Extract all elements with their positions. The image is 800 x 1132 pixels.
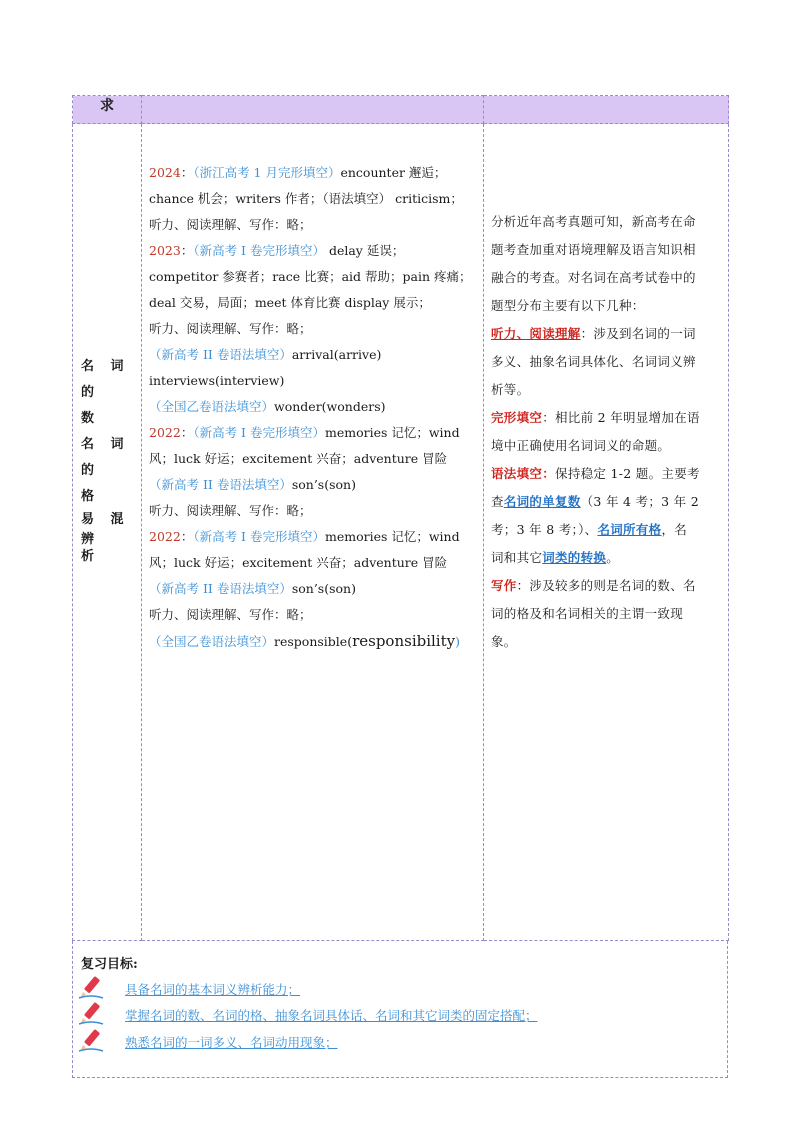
analysis-line: 分析近年高考真题可知，新高考在命 [491,214,696,229]
analysis-text: 词和其它 [491,550,543,565]
analysis-line [491,320,720,348]
analysis-text: （3 年 4 考；3 年 2 [580,494,700,509]
exam-text: chance 机会；writers 作者； [149,191,323,206]
year-label: 2022 [149,529,181,544]
separator: ： [180,165,194,180]
exam-text: arrival(arrive) [291,347,382,362]
exam-text: ) [455,634,460,649]
analysis-line: 多义、抽象名词具体化、名词词义辨 [491,354,696,369]
review-goals-box [72,941,728,1078]
exam-line: competitor 参赛者；race 比赛；aid 帮助；pain 疼痛； [149,269,472,284]
exam-source: （全国乙卷语法填空） [149,399,275,414]
exam-line [149,342,477,368]
exam-text: delay 延误； [328,243,405,258]
section-label: 完形填空 [491,410,543,425]
analysis-line: 题型分布主要有以下几种： [491,298,645,313]
exam-questions-cell [142,124,484,941]
exam-source: （新高考 I 卷完形填空） [193,425,325,440]
separator: ： [180,243,194,258]
exam-line [149,394,477,420]
analysis-text: ，名 [661,522,688,537]
analysis-text: 保持稳定 1-2 题。主要考 [555,466,700,481]
analysis-line: 境中正确使用名词词义的命题。 [491,438,671,453]
exam-text: son’s(son) [291,477,356,492]
pencil-icon [77,1027,105,1053]
header-cell-3 [484,96,729,124]
analysis-line: 题考查加重对语境理解及语言知识相 [491,242,696,257]
exam-text: criticism； [395,191,463,206]
exam-line: 风；luck 好运；excitement 兴奋；adventure 冒险 [149,451,448,466]
exam-line: 风；luck 好运；excitement 兴奋；adventure 冒险 [149,555,448,570]
analysis-line [491,404,720,432]
exam-line: 听力、阅读理解、写作：略； [149,503,312,518]
goal-item [77,1000,717,1026]
analysis-line [491,488,720,516]
exam-line [149,628,477,655]
category-line: 名 词 的 [81,359,130,400]
analysis-line [491,460,720,488]
analysis-line: 词的格及和名词相关的主谓一致现 [491,606,684,621]
table-body-row [73,124,729,941]
header-cell-2 [142,96,484,124]
exam-source: （语法填空） [322,191,392,206]
exam-source: （全国乙卷语法填空） [149,634,275,649]
exam-source: （浙江高考 1 月完形填空） [193,165,341,180]
goal-link[interactable]: 掌握名词的数、名词的格、抽象名词具体话、名词和其它词类的固定搭配； [125,1008,538,1023]
review-title: 复习目标: [81,957,138,972]
year-label: 2023 [149,243,181,258]
analysis-line [491,516,720,544]
exam-line: interviews(interview) [149,373,285,388]
analysis-text: ：涉及较多的则是名词的数、名 [516,578,696,593]
pencil-icon [77,1000,105,1026]
separator: ： [180,529,194,544]
exam-text: responsible( [274,634,353,649]
analysis-line: 融合的考查。对名词在高考试卷中的 [491,270,696,285]
exam-text: memories 记忆；wind [324,529,460,544]
analysis-line: 象。 [491,634,517,649]
exam-text: wonder(wonders) [274,399,386,414]
analysis-text: 考；3 年 8 考；）、 [491,522,598,537]
section-label: 听力、阅读理解 [491,326,581,341]
exam-line [149,576,477,602]
exam-line [149,186,477,212]
highlight-term: 名词的单复数 [503,494,581,509]
category-line: 格 [81,489,101,504]
goal-link[interactable]: 具备名词的基本词义辨析能力； [125,982,301,997]
goal-item [77,974,717,1000]
category-cell [73,124,142,941]
highlight-term: 词类的转换 [542,550,607,565]
goal-link[interactable]: 熟悉名词的一词多义、名词动用现象； [125,1035,338,1050]
page-sheet [72,95,728,1078]
exam-text: son’s(son) [291,581,356,596]
category-line: 析 [81,549,101,564]
exam-source: （新高考 I 卷完形填空） [193,243,325,258]
section-label: 写作 [491,578,517,593]
analysis-text: ：相比前 2 年明显增加在语 [542,410,700,425]
year-label: 2022 [149,425,181,440]
exam-line: 听力、阅读理解、写作：略； [149,321,312,336]
analysis-table [72,95,729,941]
header-cell-1: 求 [73,96,142,124]
analysis-line [491,572,720,600]
exam-source: （新高考 II 卷语法填空） [149,347,292,362]
separator: ： [180,425,194,440]
exam-source: （新高考 II 卷语法填空） [149,477,292,492]
year-label: 2024 [149,165,181,180]
table-header-row [73,96,729,124]
category-line: 易 混 辨 [81,512,130,547]
exam-line [149,472,477,498]
analysis-text: 。 [606,550,620,565]
exam-line [149,238,477,264]
goal-item [77,1027,717,1053]
section-label: 语法填空： [491,466,556,481]
analysis-line [491,544,720,572]
exam-source: （新高考 I 卷完形填空） [193,529,325,544]
exam-line: 听力、阅读理解、写作：略； [149,217,312,232]
exam-source: （新高考 II 卷语法填空） [149,581,292,596]
analysis-text: 查 [491,494,504,509]
analysis-cell [484,124,729,941]
category-line: 数 [81,411,101,426]
analysis-text: ：涉及到名词的一词 [580,326,696,341]
exam-line [149,524,477,550]
exam-text: memories 记忆；wind [324,425,460,440]
pencil-icon [77,974,105,1000]
exam-line: deal 交易，局面；meet 体育比赛 display 展示； [149,295,431,310]
exam-text-large: responsibility [352,632,456,650]
analysis-line: 析等。 [491,382,530,397]
exam-line [149,160,477,186]
exam-line: 听力、阅读理解、写作：略； [149,607,312,622]
highlight-term: 名词所有格 [597,522,662,537]
exam-text: encounter 邂逅； [340,165,447,180]
exam-line [149,420,477,446]
category-line: 名 词 的 [81,437,130,478]
